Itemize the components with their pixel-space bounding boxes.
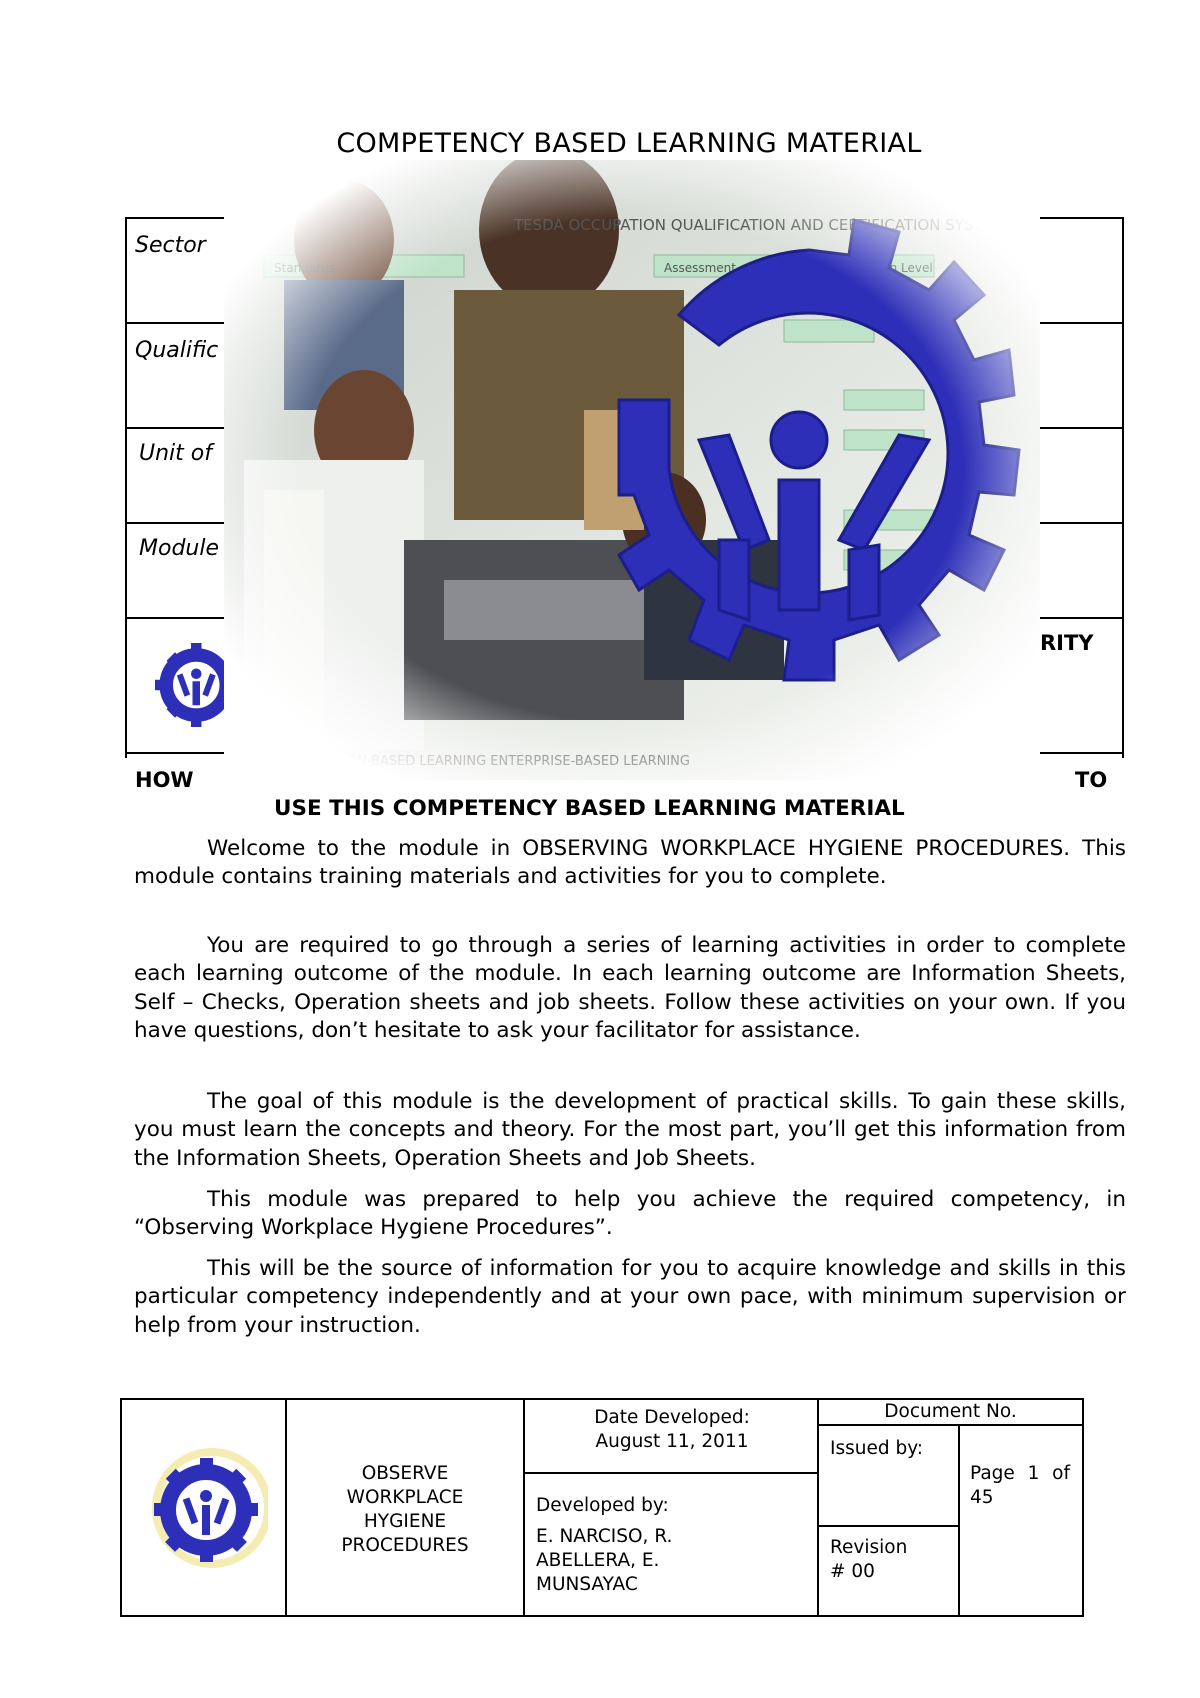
footer-document-no: Document No.	[884, 1401, 1017, 1422]
how-to-right-word: TO	[1075, 768, 1108, 792]
tesda-logo-small-icon	[155, 635, 230, 735]
footer-page-number: Page 1 of 45	[970, 1463, 1070, 1508]
document-title: COMPETENCY BASED LEARNING MATERIAL	[336, 128, 922, 159]
footer-revision: Revision # 00	[830, 1537, 908, 1582]
tesda-collage-image	[224, 160, 1040, 780]
paragraph-welcome: Welcome to the module in OBSERVING WORKPLACE HYGIENE PROCEDURES. This module contains training materials and activities for you to complete.	[134, 836, 1126, 890]
paragraph-purpose: This module was prepared to help you achieve the required competency, in “Observing Workplace Hygiene Procedures”.	[134, 1187, 1126, 1241]
paragraph-goal: The goal of this module is the development of practical skills. To gain these skills, you must learn the concepts and theory. For the most part, you’ll get this information from the Information Sheets, Operation Sheets and Job Sheets.	[134, 1089, 1126, 1171]
info-partial-text: RITY	[1040, 631, 1094, 655]
tesda-logo-footer-icon	[148, 1448, 268, 1568]
footer-module-title: OBSERVE WORKPLACE HYGIENE PROCEDURES	[341, 1463, 469, 1556]
info-row-qualification-label: Qualific	[135, 338, 219, 363]
info-row-module-label: Module	[139, 536, 219, 561]
footer-developed-by: Developed by: E. NARCISO, R. ABELLERA, E. MUNSAYAC	[536, 1495, 673, 1595]
footer-date-developed: Date Developed: August 11, 2011	[594, 1407, 750, 1452]
footer-issued-by: Issued by:	[830, 1438, 924, 1459]
paragraph-source: This will be the source of information for you to acquire knowledge and skills in this particular competency independently and at your own pace, with minimum supervision or help from your instruction.	[134, 1256, 1126, 1338]
section-heading: USE THIS COMPETENCY BASED LEARNING MATERIAL	[274, 796, 905, 821]
info-row-sector-label: Sector	[135, 233, 206, 258]
info-row-unit-label: Unit of	[139, 441, 212, 466]
paragraph-requirements: You are required to go through a series of learning activities in order to complete each learning outcome of the module. In each learning outcome are Information Sheets, Self – Checks, Operation sheets and job sheets. Follow these activities on your own. If you have questions, don’t hesitate to ask your facilitator for assistance.	[134, 933, 1126, 1043]
how-to-left-word: HOW	[135, 768, 194, 792]
